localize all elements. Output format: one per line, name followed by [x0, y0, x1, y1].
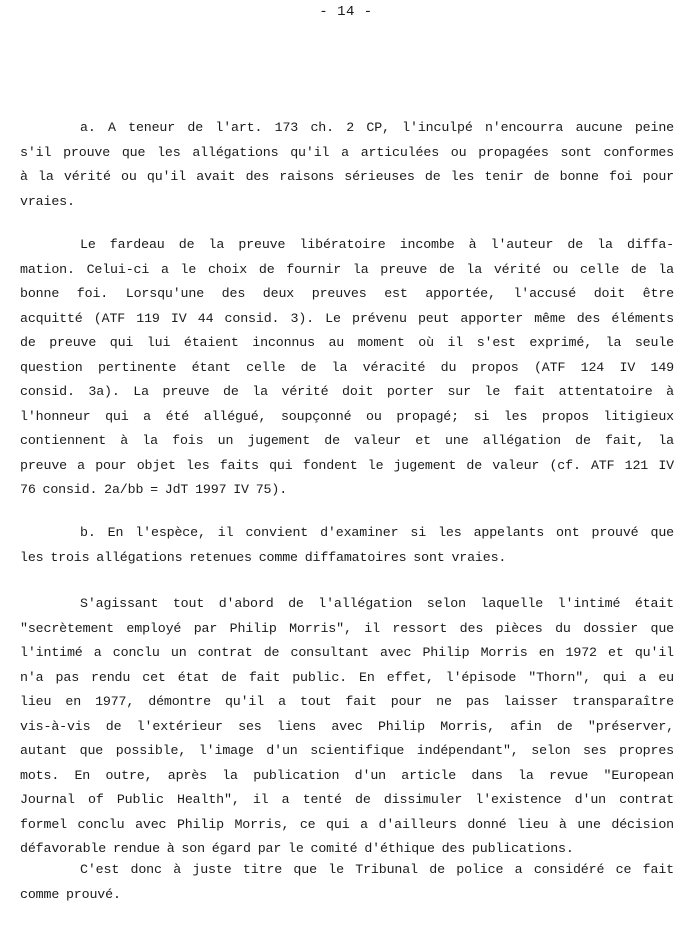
paragraph-burden-of-proof — [20, 233, 674, 503]
paragraph-line: mots. En outre, après la publication d'un article dans la revue "European — [20, 767, 674, 783]
paragraph-line: Le fardeau de la preuve libératoire incombe à l'auteur de la diffa- — [80, 237, 674, 252]
page-number: - 14 - — [319, 4, 373, 20]
paragraph-a — [20, 116, 674, 214]
paragraph-line: consid. 3a). La preuve de la vérité doit porter sur le fait attentatoire à — [20, 384, 674, 399]
paragraph-line: s'il prouve que les allégations qu'il a articulées ou propagées sont conformes — [20, 144, 674, 160]
paragraph-line: formel conclu avec Philip Morris, ce qui a d'ailleurs donné lieu à une décision — [20, 816, 674, 832]
paragraph-line: contiennent à la fois un jugement de valeur et une allégation de fait, la — [20, 433, 674, 448]
paragraph-line: 76 consid. 2a/bb = JdT 1997 IV 75). — [20, 482, 288, 497]
paragraph-b — [20, 521, 674, 570]
paragraph-line: Journal of Public Health", il a tenté de dissimuler l'existence d'un contrat — [20, 792, 674, 807]
paragraph-line: question pertinente étant celle de la véracité du propos (ATF 124 IV 149 — [20, 359, 674, 375]
paragraph-line: vis-à-vis de l'extérieur ses liens avec Philip Morris, afin de "préserver, — [20, 718, 674, 734]
paragraph-philip-morris — [20, 592, 674, 862]
paragraph-line: défavorable rendue à son égard par le comité d'éthique des publications. — [20, 841, 574, 856]
paragraph-line: S'agissant tout d'abord de l'allégation selon laquelle l'intimé était — [80, 596, 674, 611]
paragraph-line: a. A teneur de l'art. 173 ch. 2 CP, l'inculpé n'encourra aucune peine — [80, 120, 674, 135]
paragraph-line: les trois allégations retenues comme diffamatoires sont vraies. — [20, 549, 507, 565]
paragraph-line: n'a pas rendu cet état de fait public. En effet, l'épisode "Thorn", qui a eu — [20, 669, 674, 685]
paragraph-line: autant que possible, l'image d'un scientifique indépendant", selon ses propres — [20, 743, 674, 758]
paragraph-line: preuve a pour objet les faits qui fondent le jugement de valeur (cf. ATF 121 IV — [20, 457, 674, 473]
paragraph-line: b. En l'espèce, il convient d'examiner si les appelants ont prouvé que — [80, 525, 674, 540]
paragraph-line: bonne foi. Lorsqu'une des deux preuves est apportée, l'accusé doit être — [20, 286, 674, 301]
paragraph-line: mation. Celui-ci a le choix de fournir la preuve de la vérité ou celle de la — [20, 261, 674, 277]
paragraph-line: "secrètement employé par Philip Morris", il ressort des pièces du dossier que — [20, 620, 674, 636]
paragraph-line: acquitté (ATF 119 IV 44 consid. 3). Le prévenu peut apporter même des éléments — [20, 310, 674, 326]
paragraph-line: vraies. — [20, 193, 75, 209]
paragraph-conclusion — [20, 858, 674, 907]
paragraph-line: l'honneur qui a été allégué, soupçonné ou propagé; si les propos litigieux — [20, 408, 674, 424]
paragraph-line: lieu en 1977, démontre qu'il a tout fait pour ne pas laisser transparaître — [20, 694, 674, 709]
paragraph-line: à la vérité ou qu'il avait des raisons sérieuses de les tenir de bonne foi pour — [20, 169, 674, 184]
paragraph-line: comme prouvé. — [20, 886, 121, 902]
paragraph-line: C'est donc à juste titre que le Tribunal de police a considéré ce fait — [80, 862, 674, 877]
paragraph-line: l'intimé a conclu un contrat de consultant avec Philip Morris en 1972 et qu'il — [20, 645, 674, 660]
paragraph-line: de preuve qui lui étaient inconnus au moment où il s'est exprimé, la seule — [20, 335, 674, 350]
